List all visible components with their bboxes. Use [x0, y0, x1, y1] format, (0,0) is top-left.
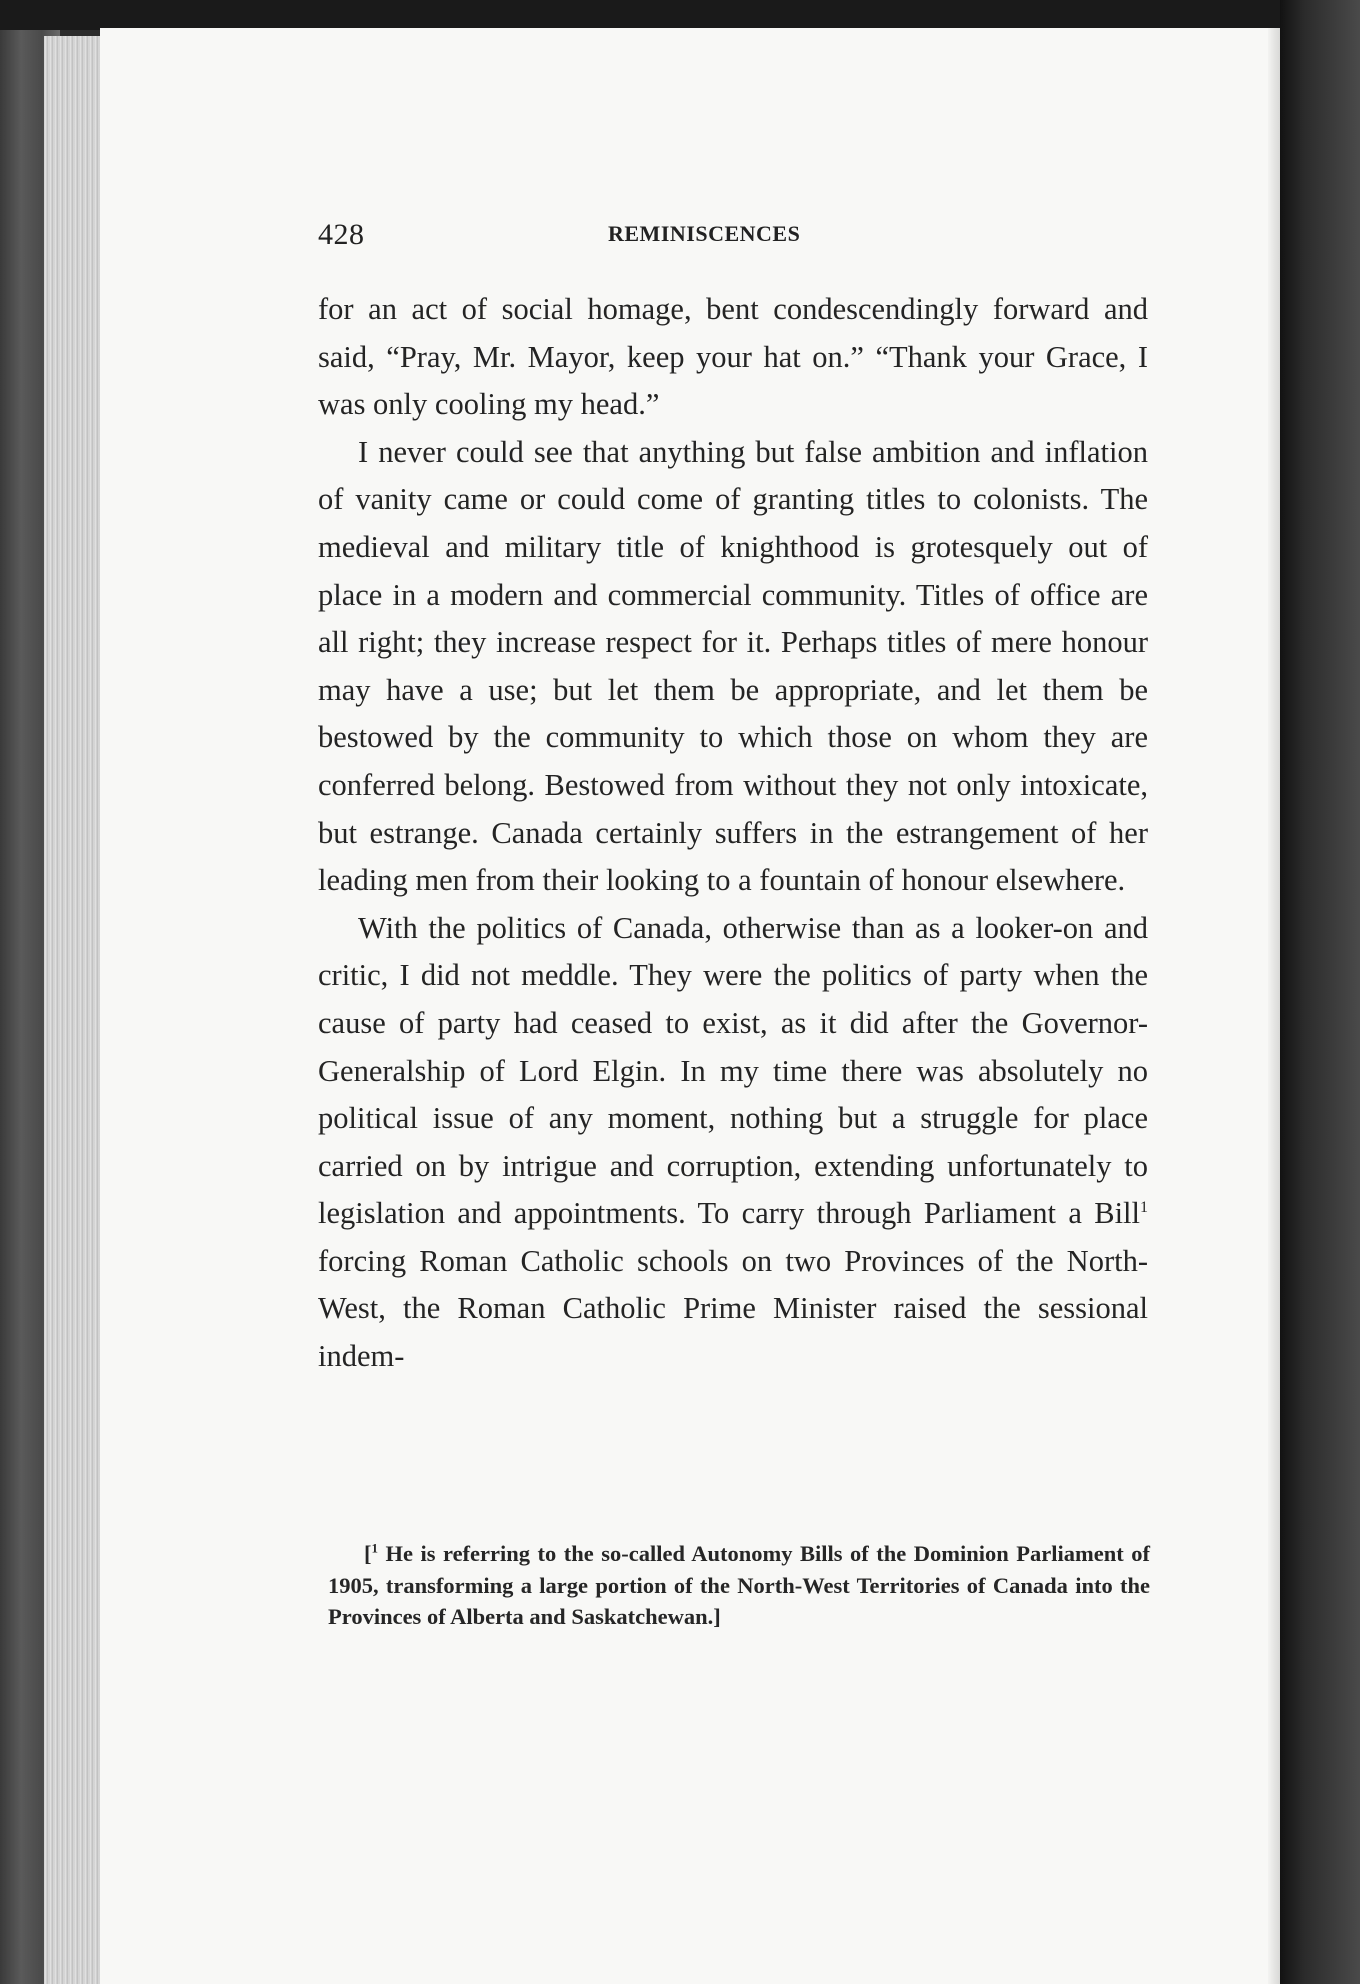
- paragraph-continuation: for an act of social homage, bent condescendingly forward and said, “Pray, Mr. Mayor, keep your hat on.” “Thank your Grace, I was only cooling my head.”: [318, 292, 1148, 422]
- footnote-paragraph: [328, 1538, 1150, 1633]
- paragraph-politics-part-2: forcing Roman Catholic schools on two Provinces of the North-West, the Roman Catholic Prime Minister raised the sessional indem-: [318, 1243, 1148, 1374]
- page-number: 428: [318, 218, 365, 251]
- page-gutter-shadow: [1268, 28, 1280, 1984]
- paragraph-politics: [318, 905, 1148, 1381]
- page-stack-edge: [44, 36, 106, 1984]
- top-shadow: [0, 0, 1360, 30]
- running-head-title: REMINISCENCES: [608, 221, 801, 246]
- running-head: [318, 218, 1148, 258]
- footnote-mark: 1: [371, 1540, 378, 1556]
- right-dark-margin: [1280, 0, 1360, 1984]
- footnote-bracket: [: [364, 1541, 372, 1566]
- footnote-reference: 1: [1140, 1199, 1148, 1217]
- footnote: [328, 1538, 1150, 1633]
- paragraph-titles: I never could see that anything but false ambition and inflation of vanity came or could come of granting titles to colonists. The medieval and military title of knighthood is grotesquely out of place in a modern and commercial community. Titles of office are all right; they increase respect for it. Perhaps titles of mere honour may have a use; but let them be appropriate, and let them be bestowed by the community to which those on whom they are conferred belong. Bestowed from without they not only intoxicate, but estrange. Canada certainly suffers in the estrangement of her leading men from their looking to a fountain of honour elsewhere.: [318, 434, 1148, 898]
- body-text: [318, 286, 1148, 1381]
- paragraph-politics-part-1: With the politics of Canada, otherwise than as a looker-on and critic, I did not meddle. They were the politics of party when the cause of party had ceased to exist, as it did after the Governor-Generalship of Lord Elgin. In my time there was absolutely no political issue of any moment, nothing but a struggle for place carried on by intrigue and corruption, extending unfortunately to legislation and appointments. To carry through Parliament a Bill: [318, 910, 1148, 1231]
- footnote-text: He is referring to the so-called Autonomy Bills of the Dominion Parliament of 1905, transforming a large portion of the North-West Territories of Canada into the Provinces of Alberta and Saskatchewan.]: [328, 1541, 1150, 1629]
